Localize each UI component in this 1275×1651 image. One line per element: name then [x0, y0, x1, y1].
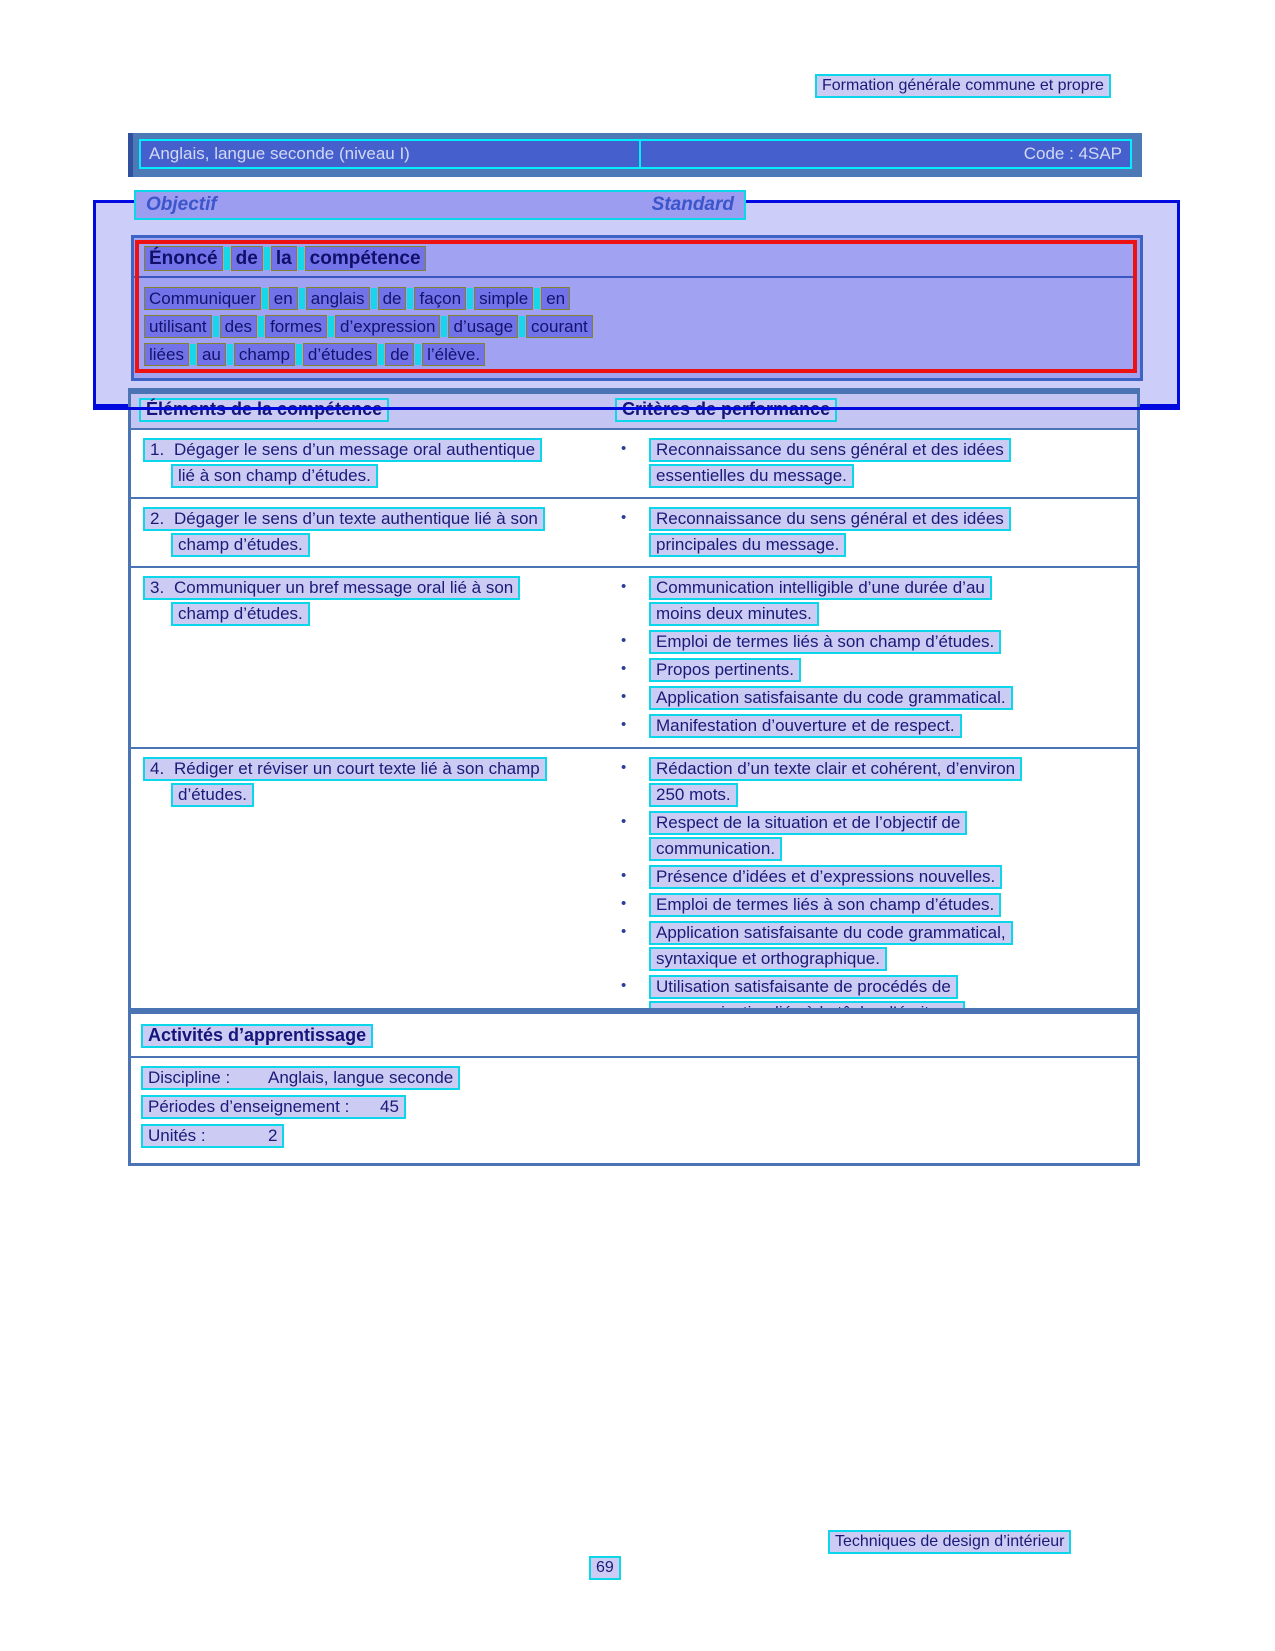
activity-row	[141, 1124, 1137, 1148]
text-highlight: syntaxique et orthographique.	[649, 947, 887, 971]
item-number: 3.	[150, 578, 165, 597]
criterion-lines	[649, 438, 1131, 490]
word-box: champ	[234, 343, 295, 366]
bullet-icon: •	[621, 813, 627, 830]
word-gap	[262, 288, 268, 309]
divider	[134, 276, 1136, 278]
running-header: Formation générale commune et propre	[815, 74, 1111, 98]
element-line	[171, 783, 609, 807]
text-highlight: 1. Dégager le sens d’un message oral authentique	[143, 438, 542, 462]
element-line	[143, 438, 609, 462]
activity-value: Anglais, langue seconde	[268, 1068, 454, 1087]
element-line	[171, 602, 609, 626]
word-box: simple	[474, 287, 533, 310]
criterion-lines	[649, 576, 1131, 628]
text-highlight: Rédaction d’un texte clair et cohérent, d’environ	[649, 757, 1022, 781]
criterion-line	[649, 865, 1131, 889]
criterion-line	[649, 602, 1131, 626]
criterion-line	[649, 783, 1131, 807]
criterion-line	[649, 507, 1131, 531]
criterion	[609, 576, 1131, 628]
objectif-label: Objectif	[146, 194, 217, 215]
word-box: d’études	[303, 343, 377, 366]
word-gap	[190, 344, 196, 365]
criterion-line	[649, 757, 1131, 781]
criterion-lines	[649, 630, 1131, 656]
table-row	[131, 566, 1137, 747]
word-gap	[258, 316, 264, 337]
criterion	[609, 630, 1131, 656]
text-highlight: 250 mots.	[649, 783, 738, 807]
bullet-icon: •	[621, 660, 627, 677]
word-box: utilisant	[144, 315, 212, 338]
criterion-lines	[649, 921, 1131, 973]
text-highlight: champ d’études.	[171, 602, 310, 626]
criterion-lines	[649, 714, 1131, 740]
table-header-row	[131, 394, 1137, 430]
text-highlight: Respect de la situation et de l’objectif de	[649, 811, 967, 835]
word-box: Communiquer	[144, 287, 261, 310]
word-gap	[299, 288, 305, 309]
text-highlight	[141, 1095, 406, 1119]
objectif-standard-box	[93, 194, 1180, 407]
word-gap	[467, 288, 473, 309]
text-highlight	[141, 1124, 284, 1148]
page-number: 69	[589, 1556, 621, 1580]
criterion-lines	[649, 811, 1131, 863]
text-highlight: 2. Dégager le sens d’un texte authentique lié à son	[143, 507, 545, 531]
bullet-icon: •	[621, 759, 627, 776]
word-box: de	[385, 343, 414, 366]
criterion-line	[649, 714, 1131, 738]
text-highlight: Application satisfaisante du code grammatical.	[649, 686, 1013, 710]
course-code: Code : 4SAP	[639, 139, 1132, 169]
word-gap	[227, 344, 233, 365]
overlapping-box-border	[93, 407, 1180, 410]
criterion-line	[649, 438, 1131, 462]
footer-program-name: Techniques de design d’intérieur	[828, 1530, 1071, 1554]
word-gap	[407, 288, 413, 309]
word-gap	[296, 344, 302, 365]
word-line	[144, 315, 1126, 338]
activity-label: Unités :	[148, 1126, 206, 1145]
word-box: en	[269, 287, 298, 310]
text-highlight	[141, 1066, 460, 1090]
criterion	[609, 658, 1131, 684]
word-line	[144, 246, 1126, 271]
word-box: liées	[144, 343, 189, 366]
word-box: courant	[526, 315, 593, 338]
enonce-content	[144, 246, 1126, 371]
word-gap	[328, 316, 334, 337]
table-row	[131, 430, 1137, 497]
word-gap	[213, 316, 219, 337]
text-highlight: lié à son champ d’études.	[171, 464, 378, 488]
text-highlight: Propos pertinents.	[649, 658, 801, 682]
table-body	[131, 430, 1137, 1062]
word-gap	[378, 344, 384, 365]
item-number: 4.	[150, 759, 165, 778]
criterion-lines	[649, 865, 1131, 891]
activities-body	[131, 1058, 1137, 1163]
bullet-icon: •	[621, 977, 627, 994]
criterion	[609, 865, 1131, 891]
text-highlight: principales du message.	[649, 533, 846, 557]
word-box: de	[231, 246, 263, 271]
word-box: d’usage	[448, 315, 518, 338]
word-gap	[415, 344, 421, 365]
word-gap	[298, 247, 304, 270]
word-box: de	[378, 287, 407, 310]
criterion-line	[649, 921, 1131, 945]
word-box: anglais	[306, 287, 370, 310]
bullet-icon: •	[621, 440, 627, 457]
word-gap	[371, 288, 377, 309]
criterion	[609, 921, 1131, 973]
item-number: 2.	[150, 509, 165, 528]
bullet-icon: •	[621, 509, 627, 526]
word-box: l’élève.	[422, 343, 485, 366]
course-title: Anglais, langue seconde (niveau I)	[139, 139, 641, 169]
bullet-icon: •	[621, 895, 627, 912]
criteria-cell	[609, 507, 1137, 561]
word-box: des	[220, 315, 257, 338]
word-box: compétence	[305, 246, 426, 271]
word-box: au	[197, 343, 226, 366]
word-line	[144, 287, 1126, 310]
activity-label: Discipline :	[148, 1068, 231, 1087]
criterion-line	[649, 975, 1131, 999]
criterion-line	[649, 658, 1131, 682]
activity-label: Périodes d’enseignement :	[148, 1097, 350, 1116]
competence-table	[128, 388, 1140, 1068]
element-cell	[131, 438, 609, 492]
criterion	[609, 714, 1131, 740]
element-line	[143, 757, 609, 781]
text-highlight: essentielles du message.	[649, 464, 854, 488]
word-box: façon	[414, 287, 466, 310]
word-gap	[519, 316, 525, 337]
criterion-line	[649, 686, 1131, 710]
standard-label: Standard	[651, 194, 734, 215]
text-highlight: Présence d’idées et d’expressions nouvelles.	[649, 865, 1002, 889]
criterion-line	[649, 533, 1131, 557]
criterion-lines	[649, 686, 1131, 712]
criterion-line	[649, 630, 1131, 654]
text-highlight: Reconnaissance du sens général et des idées	[649, 438, 1011, 462]
criterion	[609, 893, 1131, 919]
bullet-icon: •	[621, 923, 627, 940]
text-highlight: 3. Communiquer un bref message oral lié à son	[143, 576, 520, 600]
table-row	[131, 497, 1137, 566]
criterion-line	[649, 811, 1131, 835]
enonce-title	[144, 246, 1126, 271]
criterion-line	[649, 464, 1131, 488]
word-box: formes	[265, 315, 327, 338]
text-highlight: Application satisfaisante du code grammatical,	[649, 921, 1013, 945]
element-cell	[131, 576, 609, 742]
activity-value: 45	[380, 1097, 399, 1116]
word-box: Énoncé	[144, 246, 223, 271]
word-box: d’expression	[335, 315, 440, 338]
title-highlight-band	[139, 139, 1132, 169]
course-title-bar	[128, 133, 1142, 177]
criterion-line	[649, 576, 1131, 600]
word-gap	[264, 247, 270, 270]
criterion	[609, 757, 1131, 809]
enonce-competence-box	[131, 235, 1143, 381]
element-cell	[131, 507, 609, 561]
text-highlight: Manifestation d’ouverture et de respect.	[649, 714, 962, 738]
text-highlight: Utilisation satisfaisante de procédés de	[649, 975, 958, 999]
bullet-icon: •	[621, 688, 627, 705]
text-highlight: 4. Rédiger et réviser un court texte lié à son champ	[143, 757, 547, 781]
criterion-lines	[649, 757, 1131, 809]
element-line	[143, 507, 609, 531]
activities-box	[128, 1008, 1140, 1166]
activities-title: Activités d’apprentissage	[141, 1024, 373, 1048]
text-highlight: Reconnaissance du sens général et des idées	[649, 507, 1011, 531]
criterion	[609, 811, 1131, 863]
text-highlight: moins deux minutes.	[649, 602, 819, 626]
criterion	[609, 686, 1131, 712]
text-highlight: champ d’études.	[171, 533, 310, 557]
criterion-lines	[649, 507, 1131, 559]
text-highlight: communication.	[649, 837, 782, 861]
bullet-icon: •	[621, 716, 627, 733]
criterion-lines	[649, 893, 1131, 919]
criterion-line	[649, 837, 1131, 861]
enonce-body	[144, 287, 1126, 366]
word-box: en	[541, 287, 570, 310]
objectif-standard-heading	[134, 190, 746, 220]
bullet-icon: •	[621, 867, 627, 884]
element-line	[171, 533, 609, 557]
criterion	[609, 438, 1131, 490]
criterion-line	[649, 893, 1131, 917]
criteria-cell	[609, 576, 1137, 742]
text-highlight: Emploi de termes liés à son champ d’études.	[649, 893, 1001, 917]
word-gap	[534, 288, 540, 309]
element-line	[143, 576, 609, 600]
word-gap	[441, 316, 447, 337]
element-line	[171, 464, 609, 488]
criterion-lines	[649, 658, 1131, 684]
word-line	[144, 343, 1126, 366]
column-header-criteres	[615, 398, 837, 422]
text-highlight: d’études.	[171, 783, 254, 807]
text-highlight: Communication intelligible d’une durée d’au	[649, 576, 992, 600]
item-number: 1.	[150, 440, 165, 459]
criterion-line	[649, 947, 1131, 971]
activity-row	[141, 1066, 1137, 1090]
criteria-cell	[609, 438, 1137, 492]
column-header-elements	[139, 398, 389, 422]
activity-value: 2	[268, 1126, 278, 1145]
word-box: la	[271, 246, 297, 271]
word-gap	[224, 247, 230, 270]
bullet-icon: •	[621, 578, 627, 595]
criterion	[609, 507, 1131, 559]
bullet-icon: •	[621, 632, 627, 649]
text-highlight: Emploi de termes liés à son champ d’études.	[649, 630, 1001, 654]
activity-row	[141, 1095, 1137, 1119]
